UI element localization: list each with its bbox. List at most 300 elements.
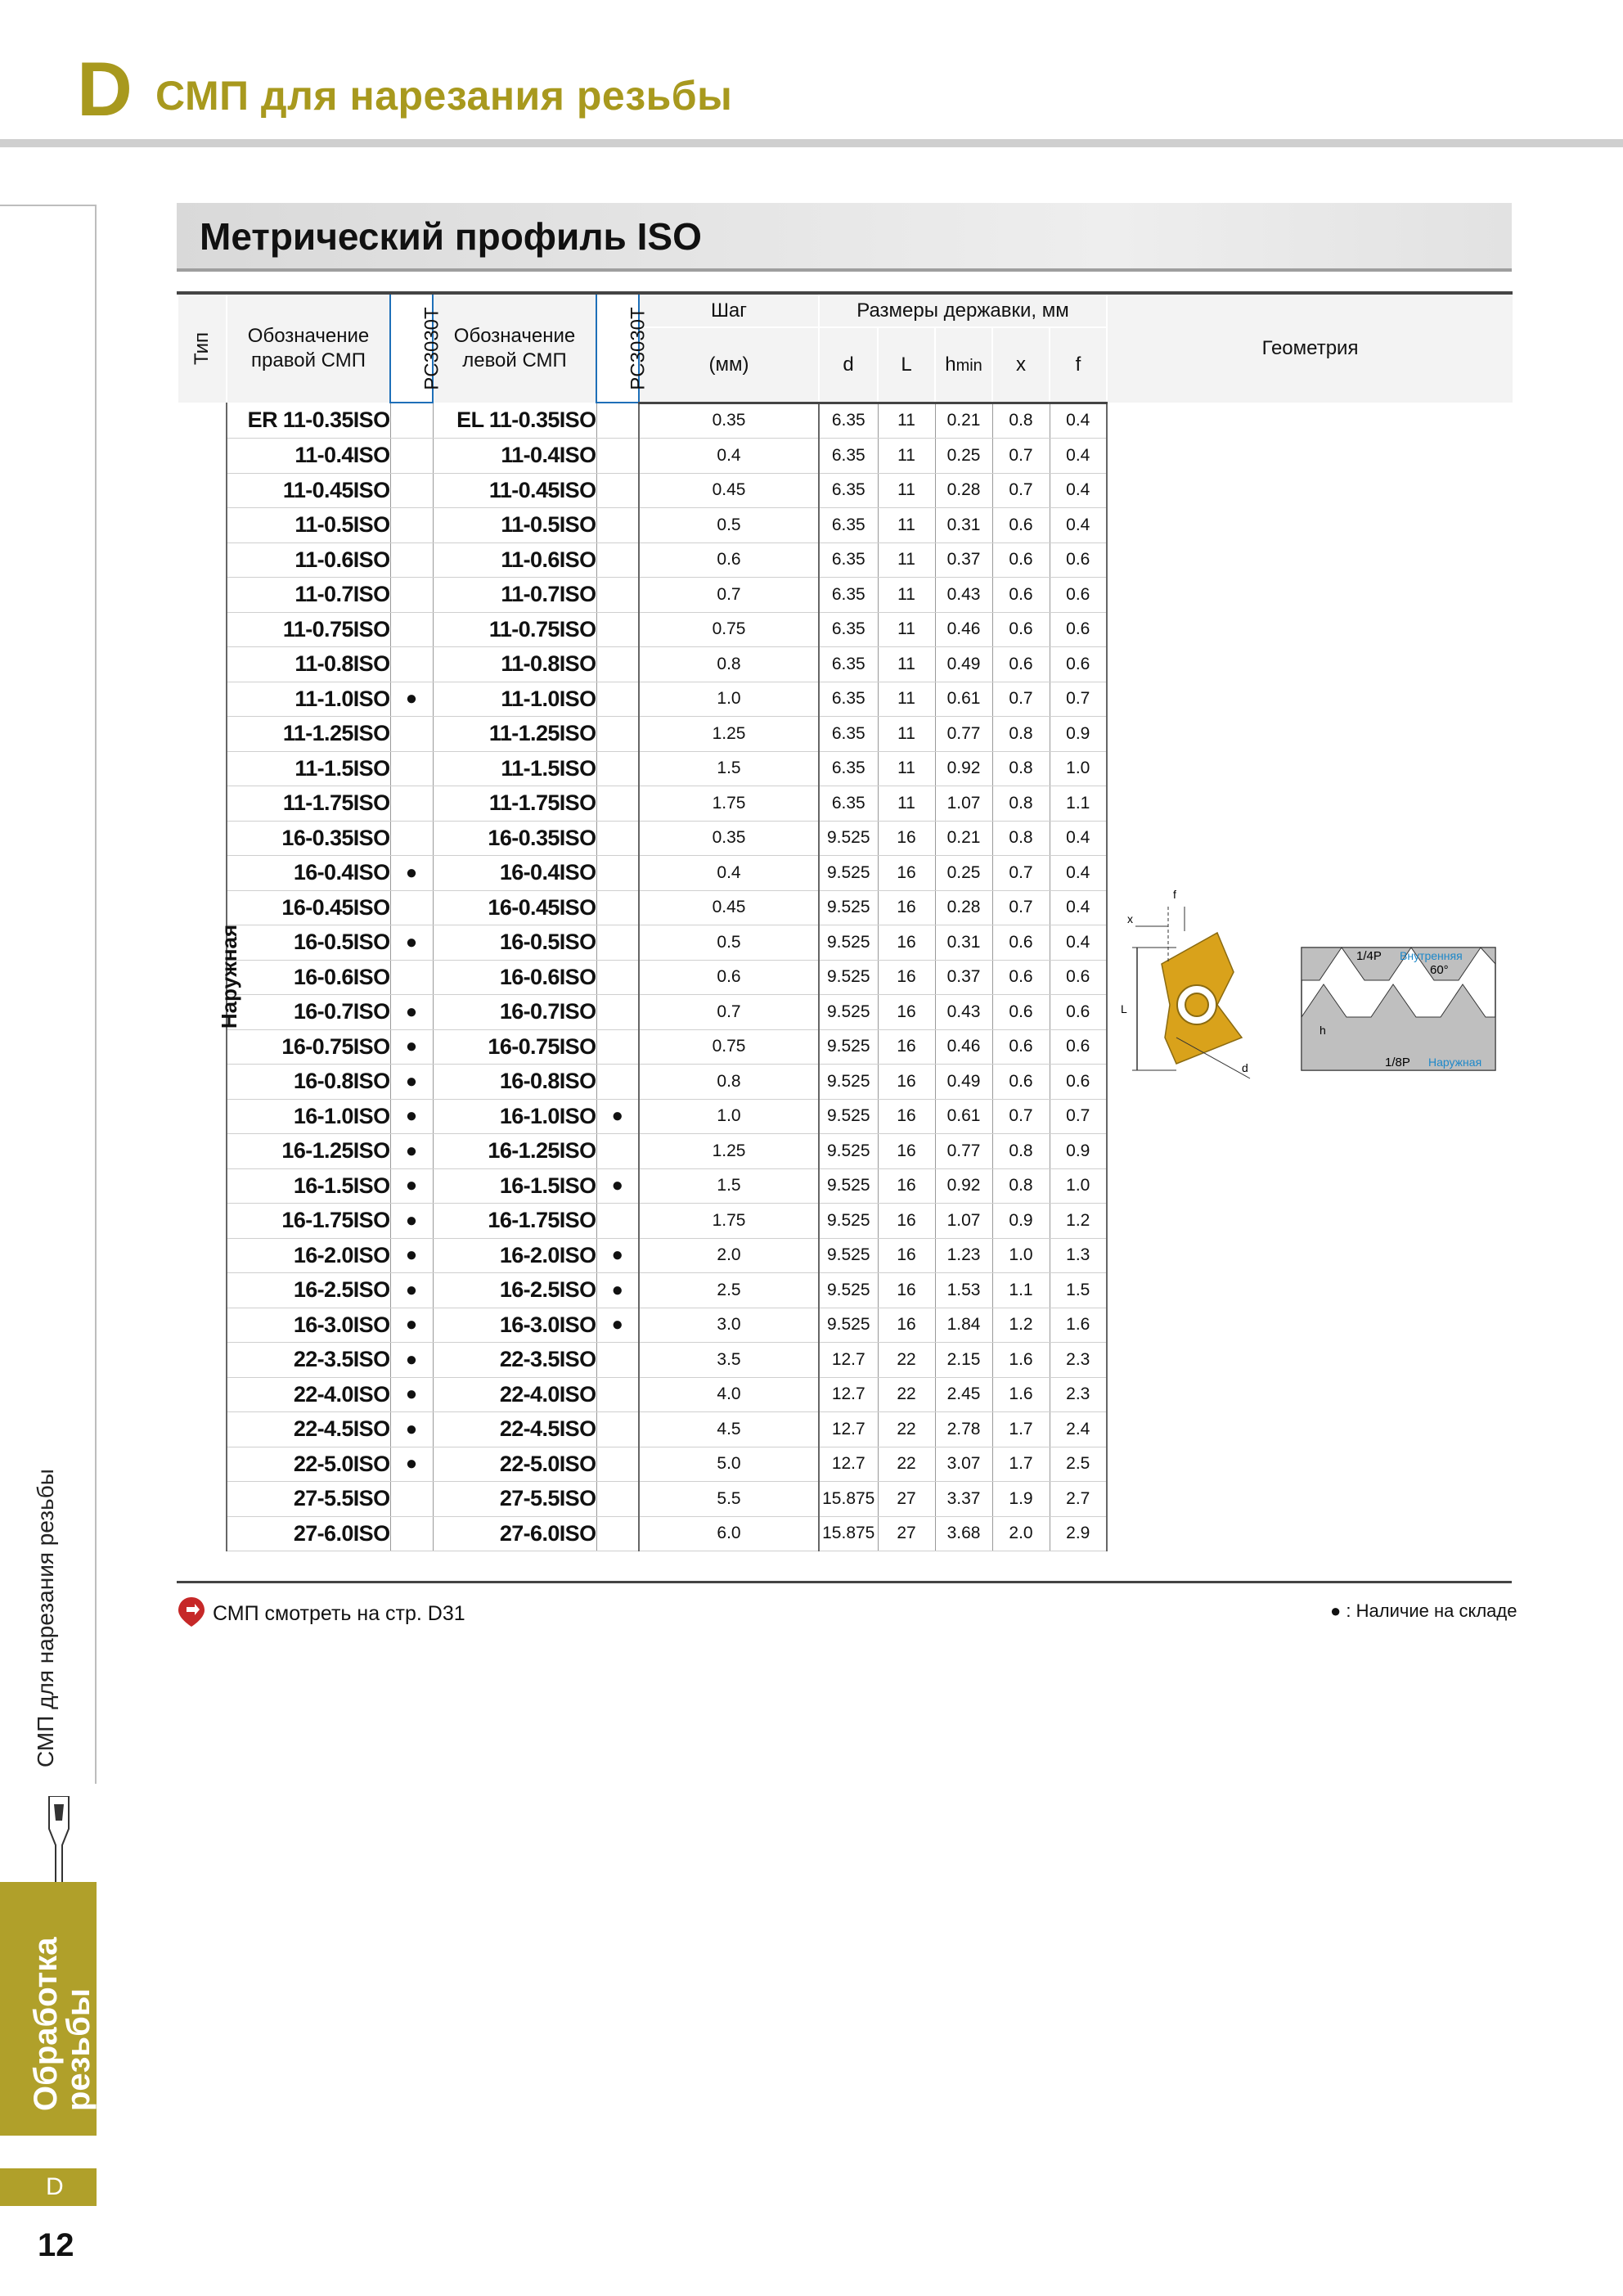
stock-mark-left [596,612,639,647]
right-insert-code: 11-1.5ISO [227,751,390,786]
L-cell: 11 [878,542,935,578]
page-reference-text[interactable]: СМП смотреть на стр. D31 [213,1602,465,1625]
stock-mark-left [596,1377,639,1412]
L-cell: 16 [878,856,935,891]
x-cell: 0.6 [992,960,1050,995]
header-hmin: hmin [935,327,992,403]
right-insert-code: 27-5.5ISO [227,1482,390,1517]
right-insert-code: 11-1.0ISO [227,682,390,717]
x-cell: 1.6 [992,1377,1050,1412]
label-h: h [1320,1024,1326,1037]
left-insert-code: 16-1.0ISO [433,1099,596,1134]
pitch-cell: 2.5 [639,1273,819,1308]
pitch-cell: 1.25 [639,717,819,752]
left-insert-code: EL 11-0.35ISO [433,403,596,439]
label-d: d [1242,1061,1248,1074]
x-cell: 0.6 [992,647,1050,682]
header-left-code: Обозначение левой СМП [433,293,596,403]
d-cell: 6.35 [819,508,878,543]
pitch-cell: 0.45 [639,473,819,508]
header-d: d [819,327,878,403]
f-cell: 0.4 [1050,856,1107,891]
d-cell: 12.7 [819,1412,878,1447]
pitch-cell: 1.0 [639,682,819,717]
x-cell: 1.9 [992,1482,1050,1517]
d-cell: 6.35 [819,439,878,474]
hmin-cell: 0.25 [935,856,992,891]
f-cell: 0.4 [1050,508,1107,543]
table-row [178,403,1513,439]
L-cell: 16 [878,1065,935,1100]
right-insert-code: 11-0.4ISO [227,439,390,474]
stock-mark-right [390,647,433,682]
stock-mark-right: ● [390,1412,433,1447]
d-cell: 15.875 [819,1516,878,1551]
left-insert-code: 16-0.75ISO [433,1029,596,1065]
stock-mark-left [596,1134,639,1169]
right-insert-code: 16-0.6ISO [227,960,390,995]
hmin-cell: 0.31 [935,925,992,961]
hmin-cell: 1.23 [935,1238,992,1273]
left-insert-code: 11-0.7ISO [433,578,596,613]
pitch-cell: 0.4 [639,856,819,891]
left-insert-code: 11-1.0ISO [433,682,596,717]
left-insert-code: 16-0.35ISO [433,821,596,856]
stock-mark-left [596,439,639,474]
left-insert-code: 22-3.5ISO [433,1343,596,1378]
header-pitch-unit: (мм) [639,327,819,403]
d-cell: 12.7 [819,1377,878,1412]
stock-mark-right [390,821,433,856]
d-cell: 6.35 [819,717,878,752]
d-cell: 6.35 [819,542,878,578]
stock-mark-left [596,1516,639,1551]
stock-mark-right [390,1516,433,1551]
hmin-cell: 0.28 [935,473,992,508]
f-cell: 0.9 [1050,717,1107,752]
hmin-cell: 0.46 [935,612,992,647]
left-insert-code: 16-0.6ISO [433,960,596,995]
right-insert-code: 16-0.45ISO [227,890,390,925]
right-insert-code: 11-1.25ISO [227,717,390,752]
right-insert-code: 16-1.75ISO [227,1204,390,1239]
stock-mark-left [596,1343,639,1378]
left-insert-code: 22-4.5ISO [433,1412,596,1447]
hmin-cell: 0.25 [935,439,992,474]
left-insert-code: 16-1.5ISO [433,1168,596,1204]
f-cell: 1.5 [1050,1273,1107,1308]
stock-mark-left: ● [596,1099,639,1134]
side-vertical-title: СМП для нарезания резьбы [33,1469,58,1767]
stock-mark-right: ● [390,1204,433,1239]
L-cell: 22 [878,1412,935,1447]
hmin-cell: 0.37 [935,960,992,995]
threading-tool-icon [38,1796,80,1886]
geometry-diagram [1119,874,1512,1103]
hmin-cell: 0.92 [935,1168,992,1204]
stock-mark-left [596,717,639,752]
right-insert-code: 22-3.5ISO [227,1343,390,1378]
L-cell: 16 [878,1099,935,1134]
pitch-cell: 1.75 [639,786,819,822]
d-cell: 9.525 [819,1029,878,1065]
x-cell: 0.7 [992,890,1050,925]
x-cell: 1.0 [992,1238,1050,1273]
label-internal: Внутренняя [1400,949,1463,962]
left-insert-code: 16-1.25ISO [433,1134,596,1169]
label-angle: 60° [1430,963,1449,977]
right-insert-code: 22-4.5ISO [227,1412,390,1447]
pitch-cell: 1.5 [639,751,819,786]
side-rule-top [0,205,97,206]
hmin-cell: 3.07 [935,1447,992,1482]
hmin-cell: 0.49 [935,647,992,682]
header-pitch: Шаг [639,293,819,327]
stock-mark-left [596,647,639,682]
header-holder: Размеры державки, мм [819,293,1107,327]
f-cell: 0.4 [1050,925,1107,961]
hmin-cell: 0.21 [935,403,992,439]
L-cell: 16 [878,1308,935,1343]
left-insert-code: 11-1.25ISO [433,717,596,752]
pitch-cell: 0.75 [639,1029,819,1065]
hmin-cell: 1.53 [935,1273,992,1308]
left-insert-code: 11-0.8ISO [433,647,596,682]
f-cell: 0.4 [1050,890,1107,925]
L-cell: 16 [878,1204,935,1239]
L-cell: 16 [878,1238,935,1273]
L-cell: 11 [878,682,935,717]
d-cell: 6.35 [819,403,878,439]
stock-legend: ● : Наличие на складе [1330,1600,1517,1621]
header-grade-right: PC3030T [390,293,433,403]
stock-mark-left [596,1029,639,1065]
stock-mark-right: ● [390,856,433,891]
L-cell: 16 [878,995,935,1030]
stock-mark-left [596,925,639,961]
L-cell: 11 [878,403,935,439]
right-insert-code: 22-4.0ISO [227,1377,390,1412]
header-type: Тип [178,293,227,403]
L-cell: 11 [878,647,935,682]
d-cell: 6.35 [819,612,878,647]
pitch-cell: 1.75 [639,1204,819,1239]
label-L: L [1121,1002,1127,1015]
pitch-cell: 0.5 [639,508,819,543]
d-cell: 6.35 [819,647,878,682]
stock-mark-right [390,508,433,543]
d-cell: 9.525 [819,1168,878,1204]
pitch-cell: 5.0 [639,1447,819,1482]
stock-mark-right [390,960,433,995]
L-cell: 11 [878,439,935,474]
label-quarter-pitch: 1/4P [1356,949,1382,963]
hmin-cell: 0.46 [935,1029,992,1065]
stock-mark-left [596,786,639,822]
right-insert-code: 11-0.5ISO [227,508,390,543]
hmin-cell: 0.61 [935,682,992,717]
stock-mark-left [596,508,639,543]
left-insert-code: 22-5.0ISO [433,1447,596,1482]
pitch-cell: 4.5 [639,1412,819,1447]
header-L: L [878,327,935,403]
stock-mark-left [596,473,639,508]
pitch-cell: 4.0 [639,1377,819,1412]
x-cell: 1.7 [992,1412,1050,1447]
d-cell: 9.525 [819,995,878,1030]
hmin-cell: 0.31 [935,508,992,543]
x-cell: 0.8 [992,786,1050,822]
left-insert-code: 16-2.5ISO [433,1273,596,1308]
d-cell: 9.525 [819,1204,878,1239]
right-insert-code: 16-0.8ISO [227,1065,390,1100]
stock-mark-left [596,682,639,717]
stock-mark-right: ● [390,1273,433,1308]
L-cell: 16 [878,925,935,961]
stock-mark-right [390,786,433,822]
d-cell: 9.525 [819,856,878,891]
right-insert-code: 16-2.5ISO [227,1273,390,1308]
stock-mark-right [390,542,433,578]
section-title: Метрический профиль ISO [200,215,702,258]
stock-mark-right [390,751,433,786]
d-cell: 6.35 [819,786,878,822]
x-cell: 0.8 [992,403,1050,439]
x-cell: 0.8 [992,1168,1050,1204]
pitch-cell: 1.5 [639,1168,819,1204]
left-insert-code: 16-3.0ISO [433,1308,596,1343]
f-cell: 1.1 [1050,786,1107,822]
x-cell: 0.6 [992,1065,1050,1100]
f-cell: 0.6 [1050,1065,1107,1100]
right-insert-code: 16-0.7ISO [227,995,390,1030]
pitch-cell: 3.5 [639,1343,819,1378]
right-insert-code: 27-6.0ISO [227,1516,390,1551]
header-grade-left: PC3030T [596,293,639,403]
f-cell: 2.9 [1050,1516,1107,1551]
L-cell: 16 [878,960,935,995]
x-cell: 0.7 [992,1099,1050,1134]
stock-mark-left: ● [596,1168,639,1204]
pitch-cell: 0.7 [639,578,819,613]
f-cell: 0.7 [1050,1099,1107,1134]
stock-mark-right [390,578,433,613]
hmin-cell: 3.68 [935,1516,992,1551]
f-cell: 0.6 [1050,995,1107,1030]
label-x: x [1127,912,1133,925]
left-insert-code: 27-6.0ISO [433,1516,596,1551]
pitch-cell: 0.4 [639,439,819,474]
stock-mark-right [390,403,433,439]
stock-mark-right: ● [390,1308,433,1343]
stock-mark-left [596,1412,639,1447]
f-cell: 0.6 [1050,960,1107,995]
right-insert-code: 16-1.0ISO [227,1099,390,1134]
stock-mark-right [390,717,433,752]
left-insert-code: 16-0.7ISO [433,995,596,1030]
hmin-cell: 1.07 [935,786,992,822]
d-cell: 9.525 [819,1308,878,1343]
f-cell: 0.6 [1050,1029,1107,1065]
hmin-cell: 0.77 [935,1134,992,1169]
L-cell: 11 [878,578,935,613]
stock-mark-left: ● [596,1238,639,1273]
stock-mark-right: ● [390,1343,433,1378]
hmin-cell: 0.43 [935,995,992,1030]
stock-mark-right [390,890,433,925]
L-cell: 11 [878,508,935,543]
left-insert-code: 16-1.75ISO [433,1204,596,1239]
d-cell: 6.35 [819,751,878,786]
f-cell: 1.0 [1050,1168,1107,1204]
stock-mark-left [596,1482,639,1517]
stock-mark-right: ● [390,1377,433,1412]
stock-mark-right: ● [390,1447,433,1482]
thread-profile-drawing [1302,948,1495,1070]
d-cell: 9.525 [819,1134,878,1169]
L-cell: 22 [878,1343,935,1378]
x-cell: 0.8 [992,717,1050,752]
d-cell: 9.525 [819,1099,878,1134]
d-cell: 9.525 [819,960,878,995]
pitch-cell: 0.35 [639,403,819,439]
section-letter: D [77,46,133,132]
hmin-cell: 2.45 [935,1377,992,1412]
x-cell: 1.6 [992,1343,1050,1378]
hmin-cell: 0.21 [935,821,992,856]
pitch-cell: 0.6 [639,960,819,995]
f-cell: 2.3 [1050,1343,1107,1378]
d-cell: 6.35 [819,473,878,508]
right-insert-code: 16-3.0ISO [227,1308,390,1343]
d-cell: 6.35 [819,578,878,613]
pitch-cell: 0.75 [639,612,819,647]
x-cell: 0.6 [992,578,1050,613]
header-f: f [1050,327,1107,403]
hmin-cell: 2.15 [935,1343,992,1378]
f-cell: 2.3 [1050,1377,1107,1412]
stock-mark-left [596,1065,639,1100]
hmin-cell: 1.07 [935,1204,992,1239]
pitch-cell: 0.5 [639,925,819,961]
f-cell: 0.6 [1050,647,1107,682]
L-cell: 11 [878,717,935,752]
L-cell: 11 [878,473,935,508]
insert-drawing [1121,888,1250,1078]
left-insert-code: 16-0.45ISO [433,890,596,925]
x-cell: 0.6 [992,612,1050,647]
header-right-code: Обозначение правой СМП [227,293,390,403]
stock-mark-right [390,612,433,647]
L-cell: 16 [878,1134,935,1169]
stock-mark-right: ● [390,1238,433,1273]
L-cell: 22 [878,1377,935,1412]
left-insert-code: 16-0.5ISO [433,925,596,961]
stock-mark-right: ● [390,1168,433,1204]
side-section-label: Обработка резьбы [28,1937,97,2111]
stock-mark-left [596,751,639,786]
header-rule [0,139,1623,147]
hmin-cell: 0.92 [935,751,992,786]
stock-mark-left [596,995,639,1030]
stock-mark-right: ● [390,995,433,1030]
left-insert-code: 11-0.45ISO [433,473,596,508]
d-cell: 9.525 [819,1065,878,1100]
L-cell: 16 [878,1168,935,1204]
f-cell: 2.7 [1050,1482,1107,1517]
stock-mark-right [390,473,433,508]
f-cell: 1.0 [1050,751,1107,786]
left-insert-code: 11-0.75ISO [433,612,596,647]
pitch-cell: 0.7 [639,995,819,1030]
pitch-cell: 1.0 [639,1099,819,1134]
label-external: Наружная [1428,1056,1482,1069]
x-cell: 1.2 [992,1308,1050,1343]
left-insert-code: 22-4.0ISO [433,1377,596,1412]
stock-mark-left [596,542,639,578]
stock-mark-right [390,1482,433,1517]
right-insert-code: 16-1.5ISO [227,1168,390,1204]
f-cell: 2.5 [1050,1447,1107,1482]
header-geometry: Геометрия [1107,293,1513,403]
f-cell: 0.9 [1050,1134,1107,1169]
L-cell: 11 [878,612,935,647]
x-cell: 0.6 [992,542,1050,578]
hmin-cell: 0.43 [935,578,992,613]
stock-mark-right: ● [390,1099,433,1134]
L-cell: 16 [878,890,935,925]
pitch-cell: 2.0 [639,1238,819,1273]
pitch-cell: 0.8 [639,647,819,682]
f-cell: 0.7 [1050,682,1107,717]
hmin-cell: 1.84 [935,1308,992,1343]
L-cell: 22 [878,1447,935,1482]
f-cell: 0.6 [1050,612,1107,647]
left-insert-code: 11-1.75ISO [433,786,596,822]
right-insert-code: 11-1.75ISO [227,786,390,822]
left-insert-code: 16-2.0ISO [433,1238,596,1273]
left-insert-code: 11-1.5ISO [433,751,596,786]
stock-mark-right [390,439,433,474]
f-cell: 1.6 [1050,1308,1107,1343]
f-cell: 1.3 [1050,1238,1107,1273]
stock-mark-left [596,856,639,891]
x-cell: 0.7 [992,856,1050,891]
hmin-cell: 0.49 [935,1065,992,1100]
hmin-cell: 0.28 [935,890,992,925]
left-insert-code: 11-0.5ISO [433,508,596,543]
hmin-cell: 0.77 [935,717,992,752]
L-cell: 16 [878,1273,935,1308]
stock-mark-left [596,960,639,995]
header-x: x [992,327,1050,403]
d-cell: 15.875 [819,1482,878,1517]
x-cell: 0.7 [992,473,1050,508]
pitch-cell: 3.0 [639,1308,819,1343]
hmin-cell: 3.37 [935,1482,992,1517]
hmin-cell: 2.78 [935,1412,992,1447]
stock-mark-left: ● [596,1308,639,1343]
d-cell: 6.35 [819,682,878,717]
f-cell: 1.2 [1050,1204,1107,1239]
L-cell: 11 [878,786,935,822]
label-eighth-pitch: 1/8P [1385,1056,1410,1069]
page-number: 12 [38,2227,74,2263]
page-title: СМП для нарезания резьбы [155,73,733,119]
pitch-cell: 0.35 [639,821,819,856]
right-insert-code: 11-0.7ISO [227,578,390,613]
left-insert-code: 16-0.8ISO [433,1065,596,1100]
